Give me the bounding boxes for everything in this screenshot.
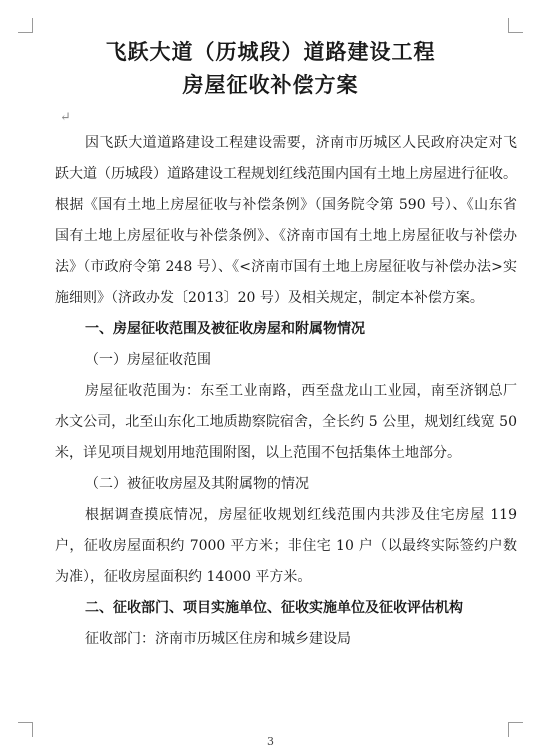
document-subtitle: 房屋征收补偿方案 — [182, 73, 359, 97]
body-paragraph: 征收部门：济南市历城区住房和城乡建设局 — [85, 631, 351, 647]
document-title: 飞跃大道（历城段）道路建设工程 — [105, 40, 436, 64]
margin-corner-mark — [18, 18, 33, 33]
section-heading: 一、房屋征收范围及被征收房屋和附属物情况 — [85, 321, 365, 337]
document-body — [55, 128, 517, 655]
body-paragraph: 房屋征收范围为：东至工业南路，西至盘龙山工业园，南至济钢总厂水文公司，北至山东化工地质勘察院宿舍，全长约 5 公里，规划红线宽 50 米，详见项目规划用地范围附图，以上范围不包括集体土地部分。 — [55, 383, 517, 461]
section-heading: 二、征收部门、项目实施单位、征收实施单位及征收评估机构 — [85, 600, 463, 616]
page-number: 3 — [267, 735, 274, 748]
paragraph-mark-icon: ↵ — [60, 110, 71, 125]
intro-paragraph: 因飞跃大道道路建设工程建设需要，济南市历城区人民政府决定对飞跃大道（历城段）道路建设工程规划红线范围内国有土地上房屋进行征收。根据《国有土地上房屋征收与补偿条例》（国务院令第 590 号）、《山东省国有土地上房屋征收与补偿条例》、《济南市国有土地上房屋征收与补偿办法》（市政府令第 248 号）、《<济南市国有土地上房屋征收与补偿办法>实施细则》（济政办发〔2013〕20 号）及相关规定，制定本补偿方案。 — [55, 135, 517, 306]
margin-corner-mark — [508, 18, 523, 33]
body-paragraph: 根据调查摸底情况，房屋征收规划红线范围内共涉及住宅房屋 119 户，征收房屋面积约 7000 平方米；非住宅 10 户（以最终实际签约户数为准），征收房屋面积约 14000 平方米。 — [55, 507, 517, 585]
subsection-heading: （二）被征收房屋及其附属物的情况 — [85, 476, 309, 492]
subsection-heading: （一）房屋征收范围 — [85, 352, 211, 368]
